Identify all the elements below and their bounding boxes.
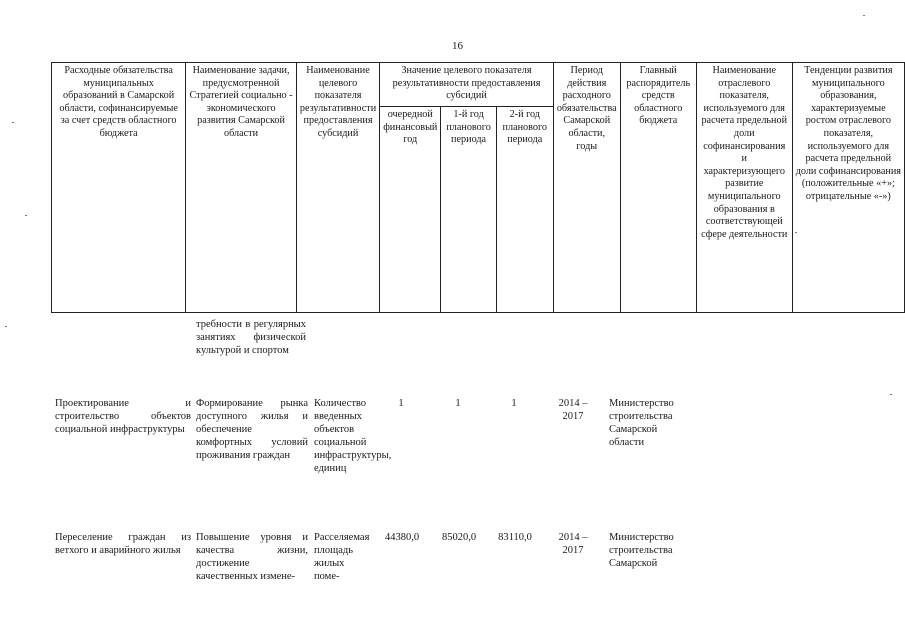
table-header xyxy=(51,62,905,313)
row2-manager: Министерство строительства Самарской xyxy=(609,532,674,569)
row1-obligation: Проектирование и строительство объектов социальной инфраструктуры xyxy=(55,398,191,435)
header-trends: Тенденции развития муниципального образования, характеризуемые ростом отраслевого показателя, используемого для расчета предельной доли софинансирования (положительные «+»; отрицательные «-») xyxy=(792,63,904,313)
row1-task: Формирование рынка доступного жилья и обеспечение комфортных условий проживания граждан xyxy=(196,398,308,461)
row2-indicator: Расселяемая площадь жилых поме- xyxy=(314,532,370,582)
header-period: Период действия расходного обязательства Самарской области, годы xyxy=(553,63,620,313)
header-sector-indicator: Наименование отраслевого показателя, используемого для расчета предельной доли софинансирования и характеризующего развитие муниципального образования в соответствующей сфере деятельности xyxy=(696,63,792,313)
scan-speck xyxy=(12,122,14,123)
header-task: Наименование задачи, предусмотренной Стратегией социально - экономического развития Самарской области xyxy=(186,63,297,313)
row1-period: 2014 – 2017 xyxy=(558,398,588,422)
row2-obligation: Переселение граждан из ветхого и аварийного жилья xyxy=(55,532,191,556)
header-manager: Главный распорядитель средств областного бюджета xyxy=(620,63,696,313)
row2-task: Повышение уровня и качества жизни, достижение качественных измене- xyxy=(196,532,308,582)
row2-value-current: 44380,0 xyxy=(384,532,420,543)
row1-manager: Министерство строительства Самарской области xyxy=(609,398,674,448)
header-plan-year-2: 2-й год планового периода xyxy=(496,107,553,313)
scan-speck xyxy=(890,394,892,395)
scan-speck xyxy=(25,215,27,216)
header-indicator-value: Значение целевого показателя результативности предоставления субсидий xyxy=(380,63,554,107)
header-obligation: Расходные обязательства муниципальных образований в Самарской области, софинансируемые за счет средств областного бюджета xyxy=(52,63,186,313)
continuation-text: требности в регулярных занятиях физической культурой и спортом xyxy=(196,319,306,356)
row1-value-plan2: 1 xyxy=(511,398,517,409)
scan-speck xyxy=(863,15,865,16)
row2-value-plan1: 85020,0 xyxy=(441,532,477,543)
row1-value-plan1: 1 xyxy=(455,398,461,409)
row1-value-current: 1 xyxy=(398,398,404,409)
header-current-year: очередной финансовый год xyxy=(380,107,441,313)
row2-value-plan2: 83110,0 xyxy=(498,532,532,543)
row1-indicator: Количество введенных объектов социальной инфраструктуры, единиц xyxy=(314,398,392,474)
header-plan-year-1: 1-й год планового периода xyxy=(441,107,496,313)
row2-period: 2014 – 2017 xyxy=(558,532,588,556)
header-indicator: Наименование целевого показателя результативности предоставления субсидий xyxy=(296,63,379,313)
scan-speck xyxy=(5,326,7,327)
scan-speck xyxy=(795,232,797,233)
page-number: 16 xyxy=(452,40,463,52)
